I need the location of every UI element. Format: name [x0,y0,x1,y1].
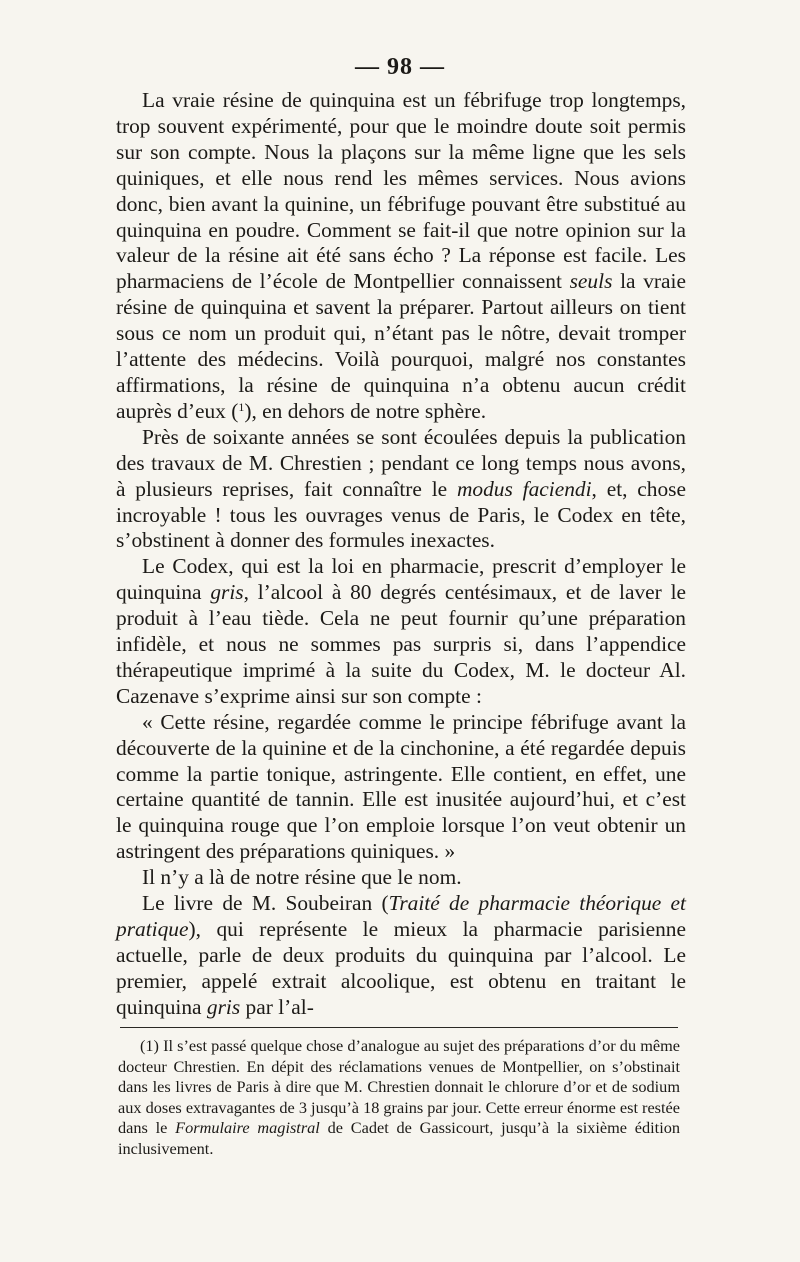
footnote-text-2: de Cadet de Gassicourt, jusqu’à la sixième édition inclusivement. [118,1118,681,1158]
footnote-marker: (1) [140,1036,159,1055]
footnote-divider [120,1027,678,1028]
paragraph-5 [116,865,686,891]
paragraph-4-text: « Cette résine, regardée comme le principe fébrifuge avant la découverte de la quinine et de la cinchonine, a été regardée depuis comme la partie tonique, astringente. Elle contient, en effet, une certaine quantité de tannin. Elle est inusitée aujourd’hui, et c’est le quinquina rouge que l’on emploie lorsque l’on veut obtenir un astringent des préparations quiniques. » [116,709,686,864]
paragraph-3 [116,554,686,709]
paragraph-6-text-3: par l’al- [240,994,314,1019]
body-text [116,88,686,1021]
paragraph-2 [116,425,686,555]
paragraph-6 [116,891,686,1021]
paragraph-2-italic: modus faciendi [456,476,592,501]
paragraph-1-italic: seuls [569,269,613,294]
paragraph-3-italic: gris [210,580,244,605]
page-number: — 98 — [355,54,445,80]
footnote [118,1036,680,1160]
paragraph-1-text-2: la vraie résine de quinquina et savent la préparer. Partout ailleurs on tient sous ce nom un produit qui, n’étant pas le nôtre, devait tromper l’attente des médecins. Voilà pourquoi, malgré nos constantes affirmations, la résine de quinquina n’a obtenu aucun crédit auprès d’eux ( [116,269,686,423]
paragraph-6-italic: Traité de pharmacie théorique et pratique [116,891,686,941]
footnote-text: Il s’est passé quelque chose d’analogue au sujet des préparations d’or du même docteur Chrestien. En dépit des réclamations venues de Montpellier, on s’obstinait dans les livres de Paris à dire que M. Chrestien donnait le chlorure d’or et de sodium aux doses extravagantes de 3 jusqu’à 18 grains par jour. Cette erreur énorme est restée dans le [118,1036,680,1138]
paragraph-4-quotation [116,710,686,865]
paragraph-2-text: Près de soixante années se sont écoulées depuis la publication des travaux de M. Chrestien ; pendant ce long temps nous avons, à plusieurs reprises, fait connaître le [116,424,686,501]
footnote-italic: Formulaire magistral [175,1118,320,1138]
paragraph-1-text: La vraie résine de quinquina est un fébrifuge trop longtemps, trop souvent expérimenté, pour que le moindre doute soit permis sur son compte. Nous la plaçons sur la même ligne que les sels quiniques, et elle nous rend les mêmes services. Nous avions donc, bien avant la quinine, un fébrifuge pouvant être substitué au quinquina en poudre. Comment se fait-il que notre opinion sur la valeur de la résine ait été sans écho ? La réponse est facile. Les pharmaciens de l’école de Montpellier connaissent [116,88,686,294]
paragraph-2-text-2: , et, chose incroyable ! tous les ouvrages venus de Paris, le Codex en tête, s’obstinent à donner des formules inexactes. [116,476,686,553]
paragraph-6-text: Le livre de M. Soubeiran ( [142,891,389,916]
paragraph-3-text: Le Codex, qui est la loi en pharmacie, prescrit d’employer le quinquina [116,554,686,605]
paragraph-5-text: Il n’y a là de notre résine que le nom. [142,865,462,890]
footnote-paragraph [118,1036,680,1160]
paragraph-1-text-3: ), en dehors de notre sphère. [244,398,487,423]
paragraph-6-text-2: ), qui représente le mieux la pharmacie parisienne actuelle, parle de deux produits du quinquina par l’alcool. Le premier, appelé extrait alcoolique, est obtenu en traitant le quinquina [116,917,686,1019]
paragraph-1 [116,88,686,425]
footnote-reference: 1 [238,399,245,414]
paragraph-6-italic-2: gris [206,994,241,1019]
paragraph-3-text-2: , l’alcool à 80 degrés centésimaux, et de laver le produit à l’eau tiède. Cela ne peut fournir qu’une préparation infidèle, et nous ne sommes pas surpris si, dans l’appendice thérapeutique imprimé à la suite du Codex, M. le docteur Al. Cazenave s’exprime ainsi sur son compte : [116,580,686,708]
